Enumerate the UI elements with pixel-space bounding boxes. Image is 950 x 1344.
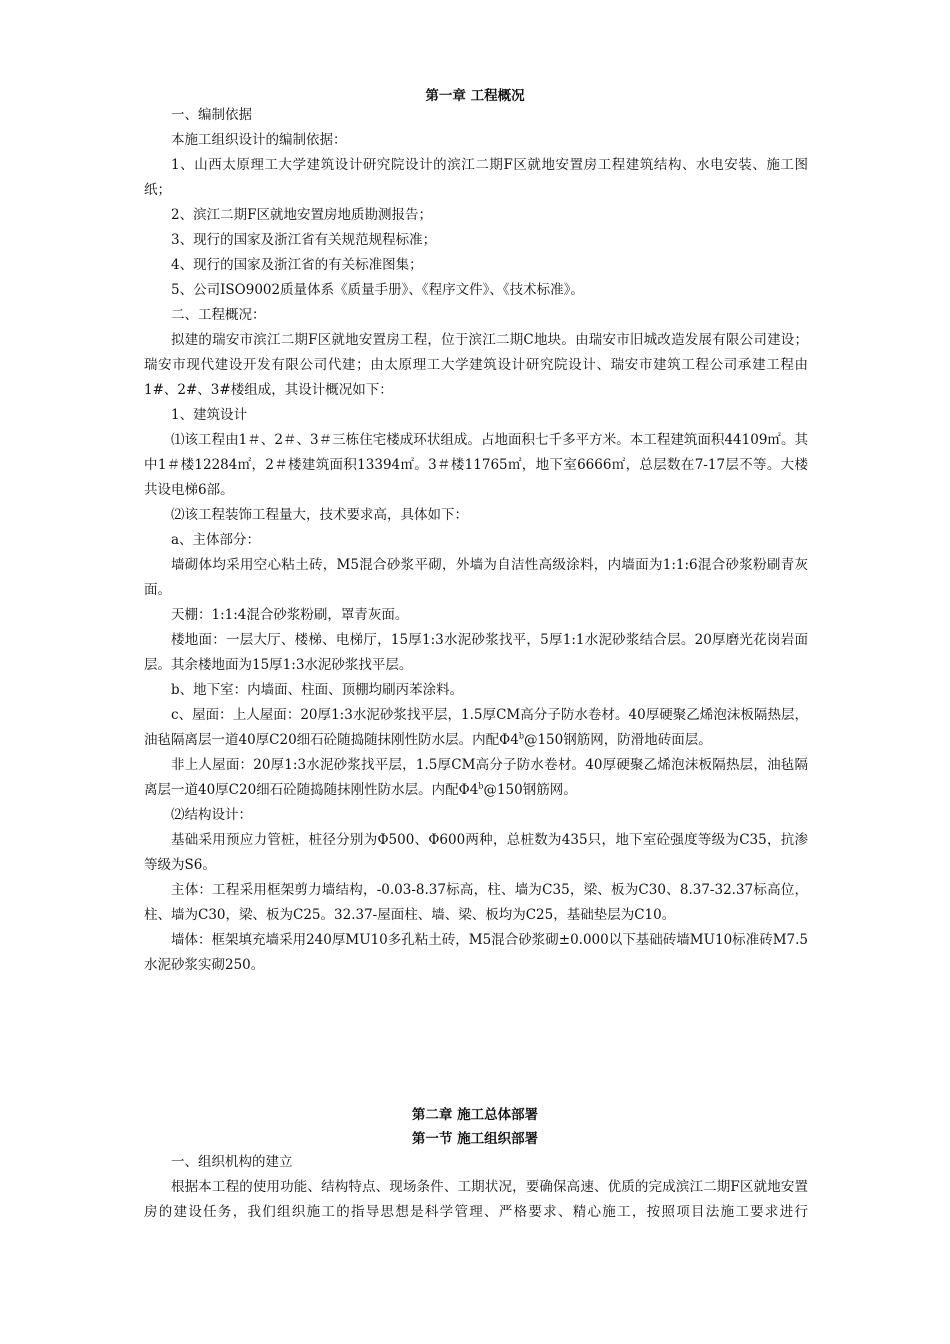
structure-heading: ⑵结构设计：: [171, 807, 252, 823]
roof-nonaccessible-text: 非上人屋面：20厚1:3水泥砂浆找平层，1.5厚CM高分子防水卷材。40厚硬聚乙烯泡沫板隔热层，油毡隔离层一道40厚C20细石砼随捣随抹刚性防水层。内配Φ4: [144, 757, 808, 798]
basis-item-2: 2、滨江二期F区就地安置房地质勘测报告；: [171, 207, 432, 223]
floor-paragraph: 楼地面：一层大厅、楼梯、电梯厅，15厚1:3水泥砂浆找平，5厚1:1水泥砂浆结合层。20厚磨光花岗岩面层。其余楼地面为15厚1:3水泥砂浆找平层。: [144, 632, 808, 673]
section-1-title: 第一节 施工组织部署: [411, 1131, 539, 1147]
basis-item-5: 5、公司ISO9002质量体系《质量手册》、《程序文件》、《技术标准》。: [171, 282, 584, 298]
architecture-item-1: ⑴该工程由1＃、2＃、3＃三栋住宅楼成环状组成。占地面积七千多平方米。本工程建筑面积44109㎡。其中1＃楼12284㎡，2＃楼建筑面积13394㎡。3＃楼11765㎡，地下室6666㎡，总层数在7-17层不等。大楼共设电梯6部。: [144, 432, 808, 498]
roof-accessible-tail: @150钢筋网，防滑地砖面层。: [523, 732, 712, 748]
overview-paragraph: 拟建的瑞安市滨江二期F区就地安置房工程，位于滨江二期C地块。由瑞安市旧城改造发展有限公司建设；瑞安市现代建设开发有限公司代建；由太原理工大学建筑设计研究院设计、瑞安市建筑工程公司承建工程由1#、2#、3#楼组成，其设计概况如下：: [144, 332, 808, 398]
roof-accessible-sup: b: [518, 731, 524, 741]
basis-intro: 本施工组织设计的编制依据：: [171, 132, 347, 148]
basis-item-3: 3、现行的国家及浙江省有关规范规程标准；: [171, 232, 437, 248]
section-heading-overview: 二、工程概况：: [171, 307, 266, 323]
chapter-2-title: 第二章 施工总体部署: [411, 1107, 539, 1123]
basis-item-4: 4、现行的国家及浙江省的有关标准图集；: [171, 257, 423, 273]
roof-nonaccessible-tail: @150钢筋网。: [483, 782, 577, 798]
ceiling-paragraph: 天棚：1:1:4混合砂浆粉刷，罩青灰面。: [171, 607, 409, 623]
roof-nonaccessible-sup: b: [478, 781, 484, 791]
chapter-1-title: 第一章 工程概况: [425, 88, 525, 104]
wall-body-paragraph: 墙体：框架填充墙采用240厚MU10多孔粘土砖，M5混合砂浆砌±0.000以下基础砖墙MU10标准砖M7.5水泥砂浆实砌250。: [144, 932, 808, 973]
org-paragraph: 根据本工程的使用功能、结构特点、现场条件、工期状况，要确保高速、优质的完成滨江二期F区就地安置房的建设任务，我们组织施工的指导思想是科学管理、严格要求、精心施工，按照项目法施工要求进行: [144, 1179, 808, 1220]
main-part-heading: a、主体部分：: [171, 532, 261, 548]
architecture-item-2: ⑵该工程装饰工程量大，技术要求高，具体如下：: [171, 507, 468, 523]
basis-item-1: 1、山西太原理工大学建筑设计研究院设计的滨江二期F区就地安置房工程建筑结构、水电安装、施工图纸；: [144, 157, 808, 198]
wall-paragraph: 墙砌体均采用空心粘土砖，M5混合砂浆平砌，外墙为自洁性高级涂料，内墙面为1:1:6混合砂浆粉刷青灰面。: [144, 557, 808, 598]
main-body-paragraph: 主体：工程采用框架剪力墙结构，-0.03-8.37标高，柱、墙为C35，梁、板为C30、8.37-32.37标高位，柱、墙为C30，梁、板为C25。32.37-屋面柱、墙、梁、板均为C25，基础垫层为C10。: [144, 882, 808, 923]
basement-paragraph: b、地下室：内墙面、柱面、顶棚均刷丙苯涂料。: [171, 682, 464, 698]
roof-accessible-text: c、屋面：上人屋面：20厚1:3水泥砂浆找平层，1.5厚CM高分子防水卷材。40厚硬聚乙烯泡沫板隔热层，油毡隔离层一道40厚C20细石砼随捣随抹刚性防水层。内配Φ4: [144, 707, 808, 748]
foundation-paragraph: 基础采用预应力管桩，桩径分别为Φ500、Φ600两种，总桩数为435只，地下室砼强度等级为C35，抗渗等级为S6。: [144, 832, 808, 873]
architecture-heading: 1、建筑设计: [171, 407, 248, 423]
org-heading: 一、组织机构的建立: [171, 1154, 293, 1170]
roof-nonaccessible-paragraph: [144, 753, 808, 803]
roof-accessible-paragraph: [144, 703, 808, 753]
section-heading-basis: 一、编制依据: [171, 107, 252, 123]
